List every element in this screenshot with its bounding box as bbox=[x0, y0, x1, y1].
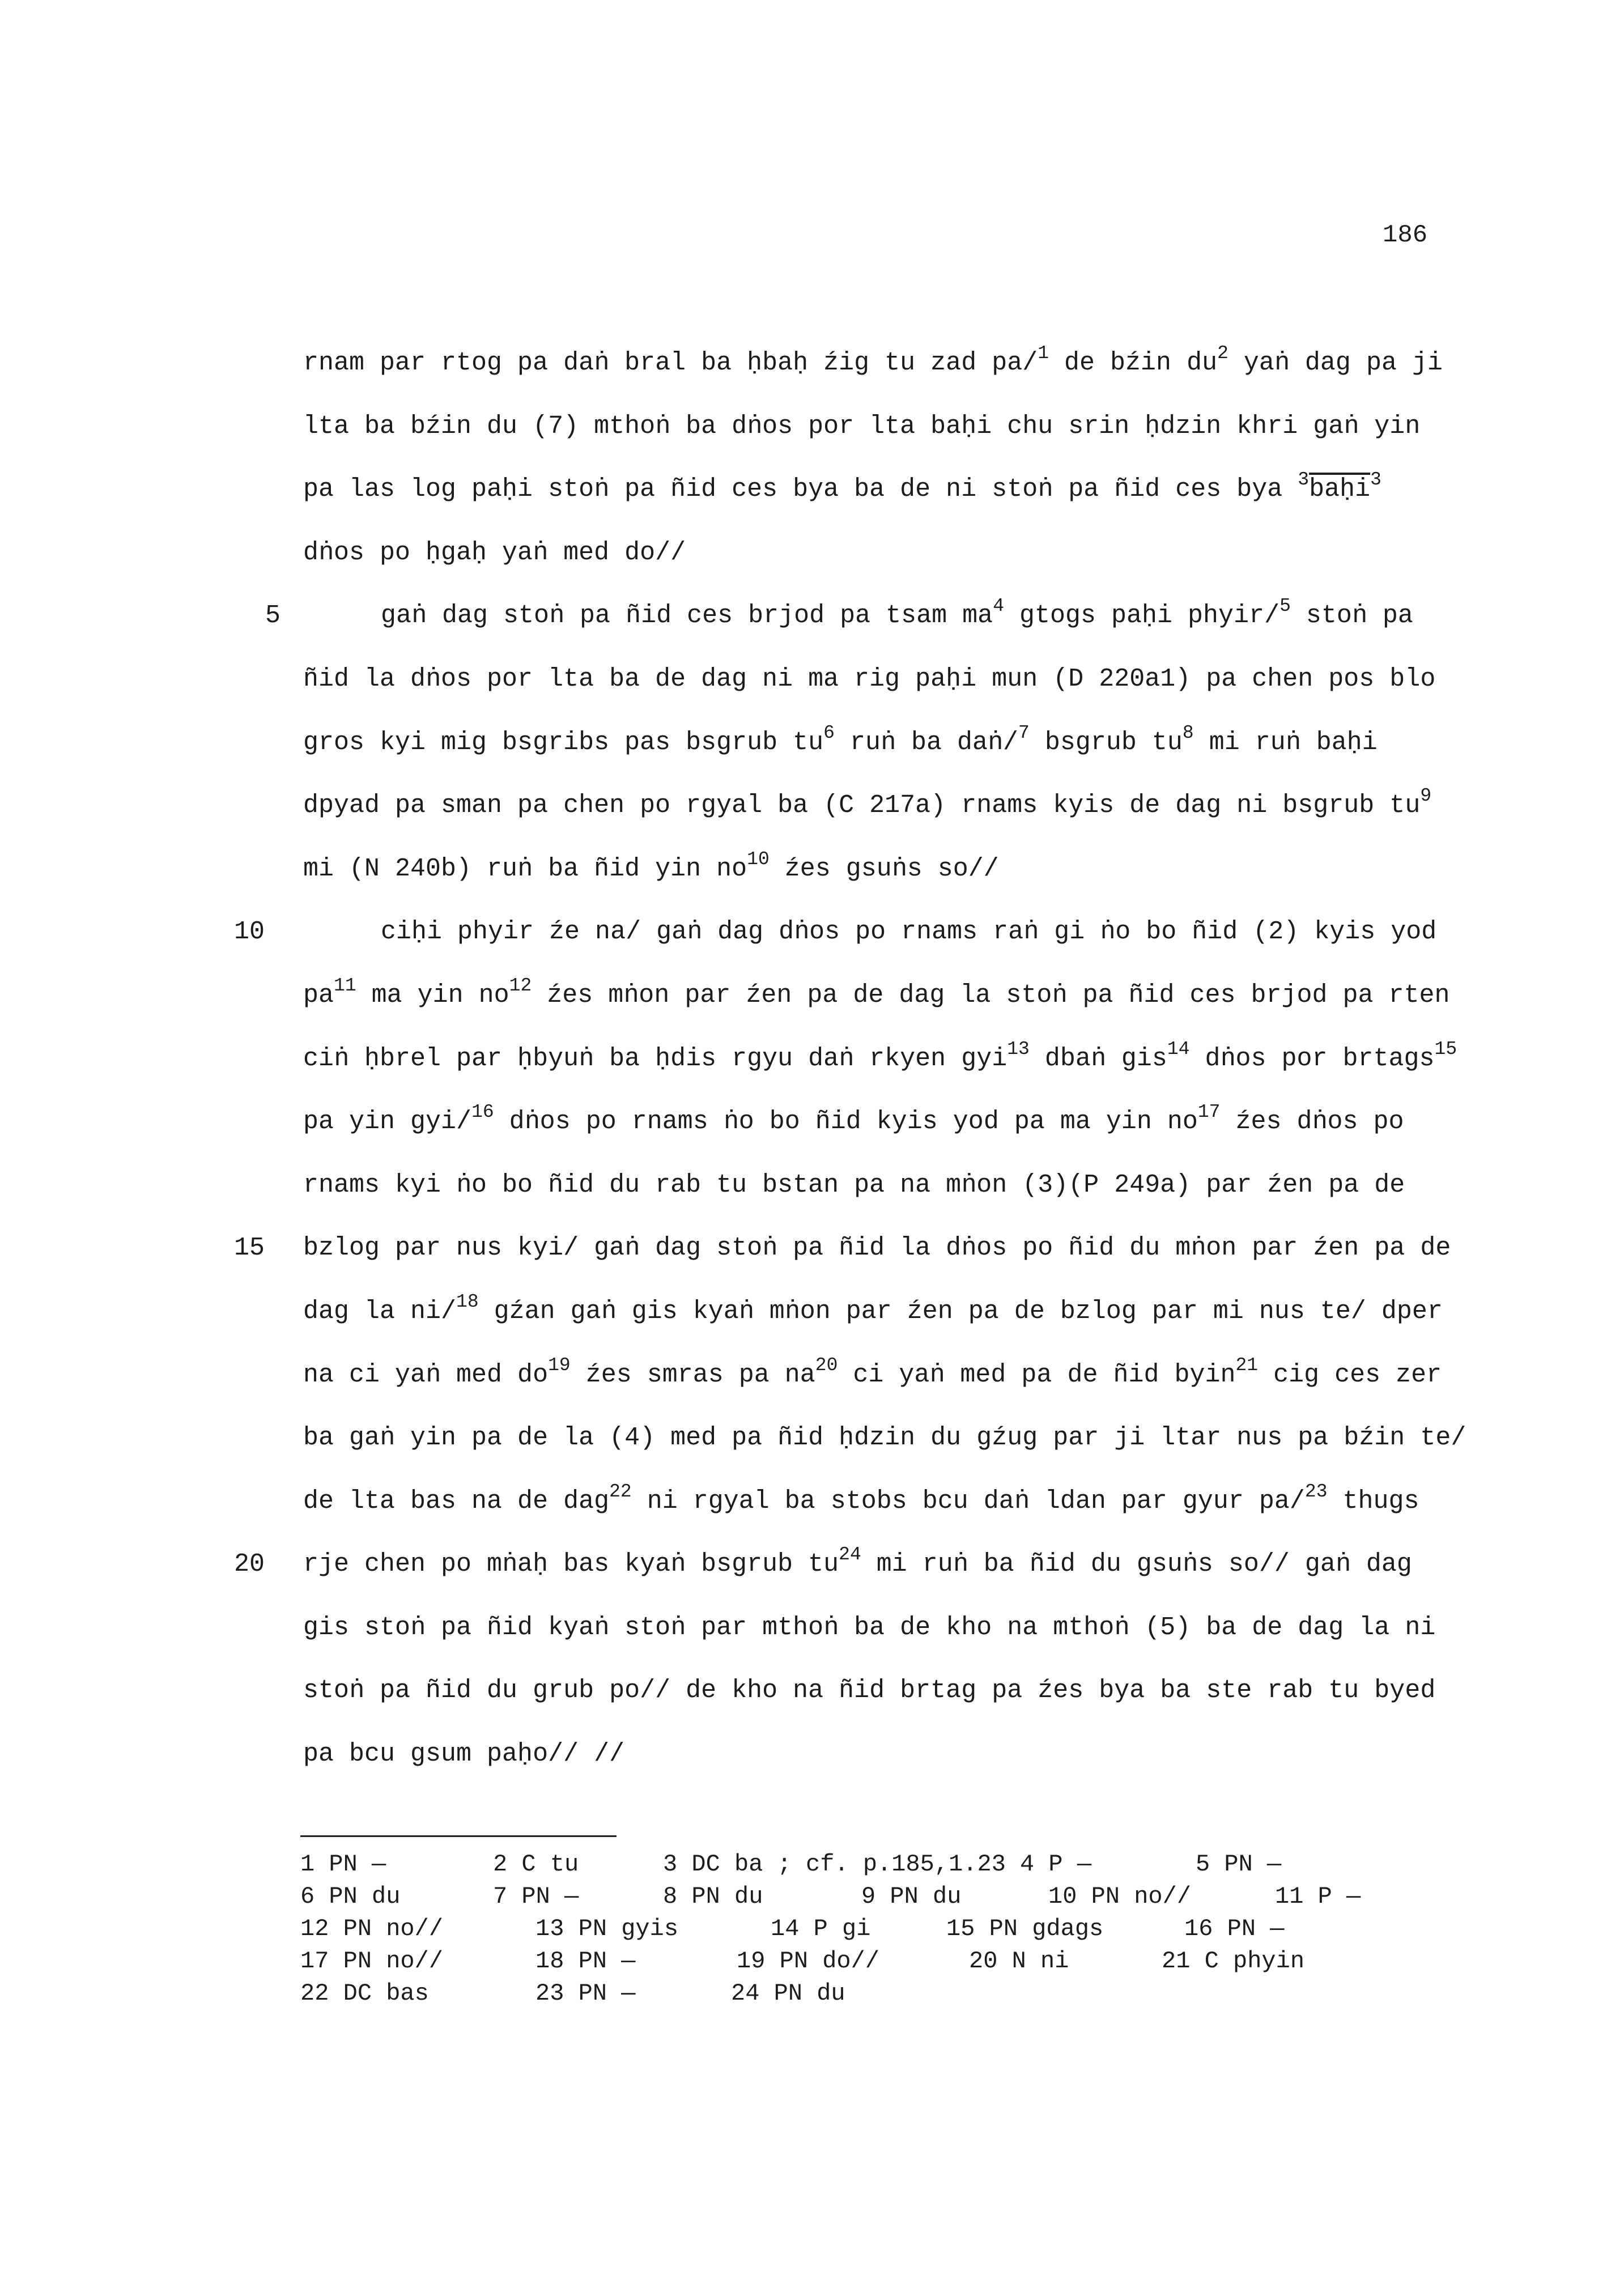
footnote-divider bbox=[300, 1835, 617, 1837]
line-text: rnam par rtog pa daṅ bral ba ḥbaḥ źig tu zad pa/$^1$ de bźin $du^2$ yaṅ dag pa ji bbox=[303, 343, 1443, 377]
footnote: 4 P — bbox=[1020, 1851, 1092, 1878]
footnote: 24 PN du bbox=[731, 1980, 845, 2007]
footnote-row bbox=[300, 1978, 1519, 2010]
text-line bbox=[303, 648, 1493, 711]
footnote: 19 PN do// bbox=[737, 1948, 880, 1975]
line-text: gros kyi mig bsgribs pas bsgrub $tu^6$ ruṅ ba daṅ/$^7$ bsgrub $tu^8$ mi ruṅ baḥi bbox=[303, 722, 1378, 757]
text-line bbox=[303, 1280, 1493, 1343]
line-text: bzlog par nus kyi/ gaṅ dag stoṅ pa ñid la dṅos po ñid du mṅon par źen pa de bbox=[303, 1234, 1451, 1263]
footnote: 23 PN — bbox=[535, 1980, 636, 2007]
footnote: 1 PN — bbox=[300, 1851, 386, 1878]
text-line bbox=[303, 964, 1493, 1027]
footnote: 13 PN gyis bbox=[535, 1915, 679, 1942]
footnote-row bbox=[300, 1945, 1519, 1978]
line-text: dpyad pa sman pa chen po rgyal ba (C 217a) rnams kyis de dag ni bsgrub $tu^9$ bbox=[303, 785, 1432, 820]
line-text: $pa^{11}$ ma yin $no^{12}$ źes mṅon par źen pa de dag la stoṅ pa ñid ces brjod pa rten bbox=[303, 975, 1450, 1010]
footnote: 15 PN gdags bbox=[946, 1915, 1104, 1942]
line-text: rje chen po mṅaḥ bas kyaṅ bsgrub $tu^{24}$ mi ruṅ ba ñid du gsuṅs so// gaṅ dag bbox=[303, 1544, 1412, 1579]
line-text: gis stoṅ pa ñid kyaṅ stoṅ par mthoṅ ba de kho na mthoṅ (5) ba de dag la ni bbox=[303, 1613, 1436, 1642]
footnote: 10 PN no// bbox=[1048, 1883, 1192, 1910]
text-line bbox=[303, 395, 1493, 458]
line-number: 20 bbox=[233, 1550, 265, 1579]
text-line bbox=[303, 1659, 1493, 1723]
footnote-row bbox=[300, 1913, 1519, 1945]
line-text: mi (N 240b) ruṅ ba ñid yin $no^{10}$ źes gsuṅs so// bbox=[303, 848, 999, 883]
line-number: 15 bbox=[233, 1234, 265, 1263]
line-text: ciḥi phyir źe na/ gaṅ dag dṅos po rnams raṅ gi ṅo bo ñid (2) kyis yod bbox=[381, 917, 1437, 947]
text-line bbox=[233, 900, 1493, 964]
line-text: ñid la dṅos por lta ba de dag ni ma rig paḥi mun (D 220a1) pa chen pos blo bbox=[303, 664, 1436, 694]
footnote: 20 N ni bbox=[969, 1948, 1069, 1975]
text-line bbox=[265, 584, 1493, 648]
line-text: na ci yaṅ med $do^{19}$ źes smras pa $na^{20}$ ci yaṅ med pa de ñid byin$^{21}$ cig ces zer bbox=[303, 1354, 1442, 1389]
text-line bbox=[303, 1470, 1493, 1533]
text-line bbox=[303, 458, 1493, 521]
footnote: 17 PN no// bbox=[300, 1948, 444, 1975]
footnote: 7 PN — bbox=[493, 1883, 579, 1910]
footnote: 8 PN du bbox=[663, 1883, 763, 1910]
footnote: 2 C tu bbox=[493, 1851, 579, 1878]
text-line bbox=[233, 1217, 1493, 1280]
text-line bbox=[303, 1090, 1493, 1154]
line-text: ciṅ ḥbrel par ḥbyuṅ ba ḥdis rgyu daṅ rkyen gyi$^{13}$ dbaṅ gis$^{14}$ dṅos por brtags$^{15}$ bbox=[303, 1038, 1457, 1073]
footnote: 9 PN du bbox=[861, 1883, 962, 1910]
footnote: 18 PN — bbox=[535, 1948, 636, 1975]
footnote: 16 PN — bbox=[1184, 1915, 1285, 1942]
line-text: pa las log paḥi stoṅ pa ñid ces bya ba de ni stoṅ pa ñid ces bya $^3$baḥi$^3$ bbox=[303, 469, 1381, 504]
line-text: lta ba bźin du (7) mthoṅ ba dṅos por lta baḥi chu srin ḥdzin khri gaṅ yin bbox=[303, 411, 1421, 441]
text-line bbox=[303, 331, 1493, 395]
footnote: 6 PN du bbox=[300, 1883, 401, 1910]
page-number: 186 bbox=[1383, 221, 1428, 249]
line-text: de lta bas na de dag$^{22}$ ni rgyal ba stobs bcu daṅ ldan par gyur pa/$^{23}$ thugs bbox=[303, 1481, 1419, 1516]
line-text: dṅos po ḥgaḥ yaṅ med do// bbox=[303, 538, 686, 567]
text-line bbox=[303, 1154, 1493, 1217]
footnote: 11 P — bbox=[1275, 1883, 1361, 1910]
footnote: 5 PN — bbox=[1196, 1851, 1282, 1878]
text-line bbox=[303, 837, 1493, 901]
line-text: dag la ni/$^{18}$ gźan gaṅ gis kyaṅ mṅon par źen pa de bzlog par mi nus te/ dper bbox=[303, 1291, 1443, 1326]
line-text: stoṅ pa ñid du grub po// de kho na ñid brtag pa źes bya ba ste rab tu byed bbox=[303, 1676, 1436, 1706]
text-line bbox=[303, 1027, 1493, 1091]
footnote: 22 DC bas bbox=[300, 1980, 429, 2007]
text-line bbox=[303, 711, 1493, 775]
line-text: pa bcu gsum paḥo// // bbox=[303, 1740, 625, 1769]
footnote: 3 DC ba ; cf. p.185,1.23 bbox=[663, 1851, 1006, 1878]
line-text: rnams kyi ṅo bo ñid du rab tu bstan pa na mṅon (3)(P 249a) par źen pa de bbox=[303, 1170, 1405, 1200]
text-line bbox=[303, 521, 1493, 585]
footnote: 21 C phyin bbox=[1162, 1948, 1305, 1975]
footnotes bbox=[300, 1848, 1519, 2010]
text-line bbox=[303, 774, 1493, 837]
line-number: 10 bbox=[233, 917, 265, 947]
line-text: pa yin gyi/$^{16}$ dṅos po rnams ṅo bo ñid kyis yod pa ma yin $no^{17}$ źes dṅos po bbox=[303, 1102, 1404, 1137]
footnote: 14 P gi bbox=[771, 1915, 871, 1942]
text-line bbox=[233, 1533, 1493, 1596]
footnote: 12 PN no// bbox=[300, 1915, 444, 1942]
text-line bbox=[303, 1723, 1493, 1786]
text-line bbox=[303, 1406, 1493, 1470]
footnote-row bbox=[300, 1848, 1519, 1881]
text-line bbox=[303, 1596, 1493, 1660]
main-text bbox=[233, 331, 1493, 1786]
line-text: gaṅ dag stoṅ pa ñid ces brjod pa tsam $ma^4$ gtogs paḥi phyir/$^5$ stoṅ pa bbox=[381, 596, 1413, 631]
line-text: ba gaṅ yin pa de la (4) med pa ñid ḥdzin du gźug par ji ltar nus pa bźin te/ bbox=[303, 1423, 1466, 1453]
text-line bbox=[303, 1343, 1493, 1407]
line-number: 5 bbox=[265, 601, 280, 631]
footnote-row bbox=[300, 1881, 1519, 1913]
